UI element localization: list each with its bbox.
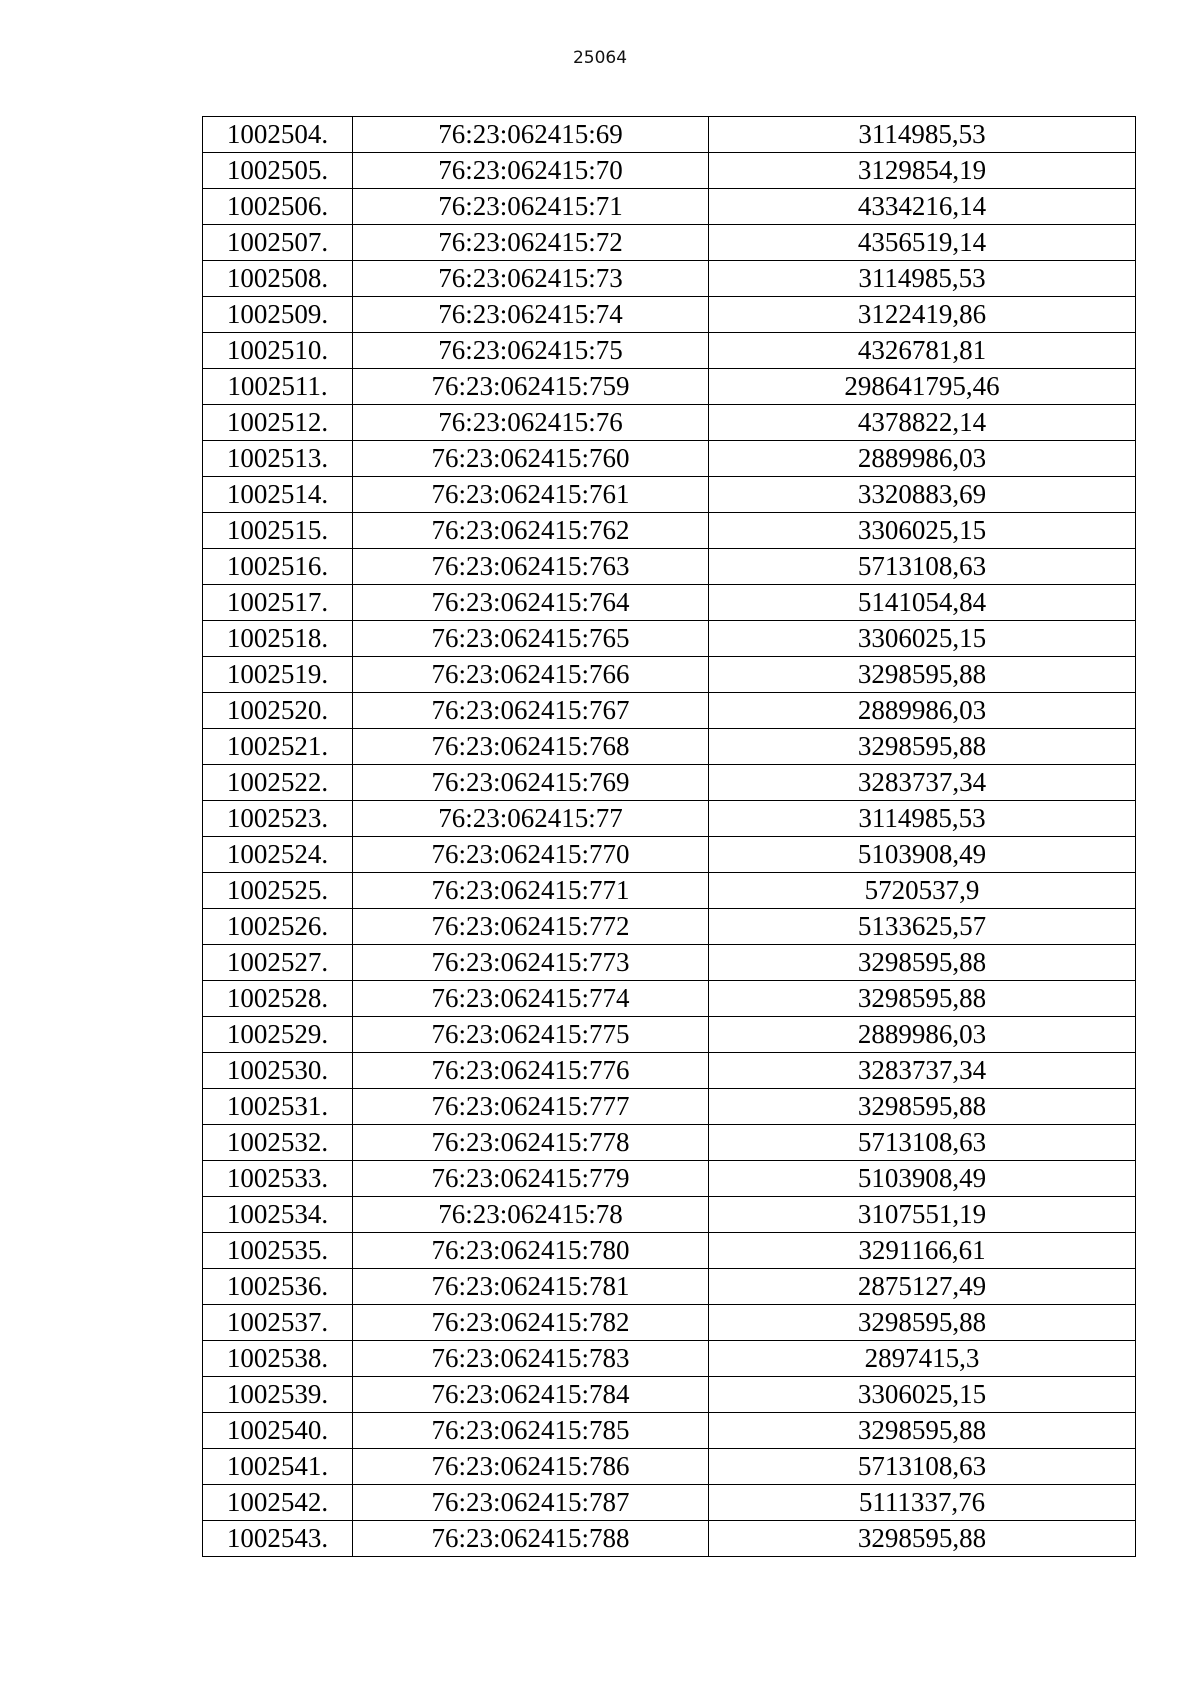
- cadastral-number-cell: 76:23:062415:774: [353, 981, 709, 1017]
- row-number-cell: 1002519.: [203, 657, 353, 693]
- row-number-cell: 1002528.: [203, 981, 353, 1017]
- cadastral-value-cell: 5720537,9: [709, 873, 1136, 909]
- cadastral-value-cell: 3298595,88: [709, 1521, 1136, 1557]
- row-number-cell: 1002513.: [203, 441, 353, 477]
- cadastral-value-cell: 2889986,03: [709, 441, 1136, 477]
- row-number-cell: 1002504.: [203, 117, 353, 153]
- cadastral-number-cell: 76:23:062415:769: [353, 765, 709, 801]
- row-number-cell: 1002510.: [203, 333, 353, 369]
- cadastral-number-cell: 76:23:062415:785: [353, 1413, 709, 1449]
- cadastral-number-cell: 76:23:062415:765: [353, 621, 709, 657]
- row-number-cell: 1002535.: [203, 1233, 353, 1269]
- row-number-cell: 1002523.: [203, 801, 353, 837]
- row-number-cell: 1002520.: [203, 693, 353, 729]
- table-row: [203, 801, 1136, 837]
- cadastral-number-cell: 76:23:062415:772: [353, 909, 709, 945]
- table-row: [203, 1521, 1136, 1557]
- table-row: [203, 261, 1136, 297]
- cadastral-value-cell: 3298595,88: [709, 729, 1136, 765]
- cadastral-value-cell: 3114985,53: [709, 117, 1136, 153]
- table-row: [203, 585, 1136, 621]
- row-number-cell: 1002531.: [203, 1089, 353, 1125]
- row-number-cell: 1002509.: [203, 297, 353, 333]
- cadastral-number-cell: 76:23:062415:73: [353, 261, 709, 297]
- cadastral-value-cell: 2889986,03: [709, 1017, 1136, 1053]
- cadastral-value-cell: 3306025,15: [709, 513, 1136, 549]
- cadastral-number-cell: 76:23:062415:781: [353, 1269, 709, 1305]
- cadastral-value-cell: 3114985,53: [709, 801, 1136, 837]
- cadastral-value-cell: 5713108,63: [709, 1449, 1136, 1485]
- cadastral-value-table: [202, 116, 1136, 1557]
- cadastral-number-cell: 76:23:062415:763: [353, 549, 709, 585]
- table-row: [203, 693, 1136, 729]
- cadastral-number-cell: 76:23:062415:764: [353, 585, 709, 621]
- cadastral-value-cell: 3122419,86: [709, 297, 1136, 333]
- table-body: [203, 117, 1136, 1557]
- table-row: [203, 981, 1136, 1017]
- cadastral-number-cell: 76:23:062415:75: [353, 333, 709, 369]
- row-number-cell: 1002525.: [203, 873, 353, 909]
- cadastral-number-cell: 76:23:062415:770: [353, 837, 709, 873]
- cadastral-number-cell: 76:23:062415:71: [353, 189, 709, 225]
- cadastral-value-cell: 3283737,34: [709, 765, 1136, 801]
- row-number-cell: 1002516.: [203, 549, 353, 585]
- cadastral-value-cell: 3114985,53: [709, 261, 1136, 297]
- table-row: [203, 1197, 1136, 1233]
- cadastral-number-cell: 76:23:062415:767: [353, 693, 709, 729]
- row-number-cell: 1002541.: [203, 1449, 353, 1485]
- cadastral-number-cell: 76:23:062415:788: [353, 1521, 709, 1557]
- cadastral-value-cell: 3298595,88: [709, 1305, 1136, 1341]
- row-number-cell: 1002518.: [203, 621, 353, 657]
- cadastral-number-cell: 76:23:062415:761: [353, 477, 709, 513]
- row-number-cell: 1002521.: [203, 729, 353, 765]
- row-number-cell: 1002532.: [203, 1125, 353, 1161]
- table-row: [203, 1305, 1136, 1341]
- cadastral-value-cell: 3320883,69: [709, 477, 1136, 513]
- table-row: [203, 945, 1136, 981]
- cadastral-value-cell: 5103908,49: [709, 837, 1136, 873]
- row-number-cell: 1002539.: [203, 1377, 353, 1413]
- cadastral-value-cell: 5103908,49: [709, 1161, 1136, 1197]
- cadastral-value-cell: 3306025,15: [709, 1377, 1136, 1413]
- table-row: [203, 1269, 1136, 1305]
- cadastral-number-cell: 76:23:062415:760: [353, 441, 709, 477]
- cadastral-number-cell: 76:23:062415:759: [353, 369, 709, 405]
- cadastral-number-cell: 76:23:062415:766: [353, 657, 709, 693]
- table-row: [203, 1341, 1136, 1377]
- row-number-cell: 1002505.: [203, 153, 353, 189]
- table-row: [203, 441, 1136, 477]
- cadastral-number-cell: 76:23:062415:776: [353, 1053, 709, 1089]
- table-row: [203, 909, 1136, 945]
- cadastral-number-cell: 76:23:062415:782: [353, 1305, 709, 1341]
- table-row: [203, 1485, 1136, 1521]
- cadastral-number-cell: 76:23:062415:76: [353, 405, 709, 441]
- cadastral-number-cell: 76:23:062415:69: [353, 117, 709, 153]
- row-number-cell: 1002527.: [203, 945, 353, 981]
- cadastral-value-cell: 5141054,84: [709, 585, 1136, 621]
- cadastral-value-cell: 5713108,63: [709, 1125, 1136, 1161]
- table-row: [203, 1053, 1136, 1089]
- cadastral-value-cell: 3298595,88: [709, 1413, 1136, 1449]
- row-number-cell: 1002508.: [203, 261, 353, 297]
- table-row: [203, 1161, 1136, 1197]
- cadastral-value-cell: 4356519,14: [709, 225, 1136, 261]
- table-row: [203, 657, 1136, 693]
- cadastral-value-cell: 4334216,14: [709, 189, 1136, 225]
- row-number-cell: 1002522.: [203, 765, 353, 801]
- row-number-cell: 1002514.: [203, 477, 353, 513]
- cadastral-value-cell: 3298595,88: [709, 1089, 1136, 1125]
- cadastral-number-cell: 76:23:062415:783: [353, 1341, 709, 1377]
- table-row: [203, 765, 1136, 801]
- row-number-cell: 1002517.: [203, 585, 353, 621]
- cadastral-value-cell: 2875127,49: [709, 1269, 1136, 1305]
- table-row: [203, 189, 1136, 225]
- row-number-cell: 1002540.: [203, 1413, 353, 1449]
- cadastral-value-cell: 3283737,34: [709, 1053, 1136, 1089]
- cadastral-value-cell: 4378822,14: [709, 405, 1136, 441]
- table-row: [203, 1125, 1136, 1161]
- row-number-cell: 1002533.: [203, 1161, 353, 1197]
- cadastral-value-cell: 3291166,61: [709, 1233, 1136, 1269]
- table-row: [203, 837, 1136, 873]
- row-number-cell: 1002529.: [203, 1017, 353, 1053]
- cadastral-number-cell: 76:23:062415:72: [353, 225, 709, 261]
- cadastral-value-cell: 298641795,46: [709, 369, 1136, 405]
- cadastral-number-cell: 76:23:062415:777: [353, 1089, 709, 1125]
- row-number-cell: 1002542.: [203, 1485, 353, 1521]
- table-row: [203, 513, 1136, 549]
- row-number-cell: 1002506.: [203, 189, 353, 225]
- cadastral-number-cell: 76:23:062415:78: [353, 1197, 709, 1233]
- row-number-cell: 1002515.: [203, 513, 353, 549]
- cadastral-value-cell: 2889986,03: [709, 693, 1136, 729]
- cadastral-value-cell: 5133625,57: [709, 909, 1136, 945]
- table-row: [203, 729, 1136, 765]
- cadastral-value-cell: 5111337,76: [709, 1485, 1136, 1521]
- cadastral-number-cell: 76:23:062415:70: [353, 153, 709, 189]
- table-row: [203, 153, 1136, 189]
- table-row: [203, 621, 1136, 657]
- cadastral-number-cell: 76:23:062415:786: [353, 1449, 709, 1485]
- cadastral-value-cell: 3298595,88: [709, 657, 1136, 693]
- cadastral-number-cell: 76:23:062415:771: [353, 873, 709, 909]
- row-number-cell: 1002512.: [203, 405, 353, 441]
- row-number-cell: 1002543.: [203, 1521, 353, 1557]
- cadastral-value-cell: 3298595,88: [709, 981, 1136, 1017]
- table-row: [203, 1089, 1136, 1125]
- cadastral-value-cell: 2897415,3: [709, 1341, 1136, 1377]
- cadastral-number-cell: 76:23:062415:74: [353, 297, 709, 333]
- row-number-cell: 1002538.: [203, 1341, 353, 1377]
- cadastral-number-cell: 76:23:062415:787: [353, 1485, 709, 1521]
- cadastral-number-cell: 76:23:062415:768: [353, 729, 709, 765]
- cadastral-value-cell: 4326781,81: [709, 333, 1136, 369]
- cadastral-number-cell: 76:23:062415:784: [353, 1377, 709, 1413]
- table-row: [203, 1413, 1136, 1449]
- table-row: [203, 405, 1136, 441]
- table-row: [203, 225, 1136, 261]
- cadastral-number-cell: 76:23:062415:775: [353, 1017, 709, 1053]
- row-number-cell: 1002536.: [203, 1269, 353, 1305]
- row-number-cell: 1002524.: [203, 837, 353, 873]
- table-row: [203, 549, 1136, 585]
- cadastral-value-cell: 3298595,88: [709, 945, 1136, 981]
- table-row: [203, 333, 1136, 369]
- table-row: [203, 1017, 1136, 1053]
- row-number-cell: 1002534.: [203, 1197, 353, 1233]
- table-row: [203, 1233, 1136, 1269]
- row-number-cell: 1002537.: [203, 1305, 353, 1341]
- cadastral-number-cell: 76:23:062415:773: [353, 945, 709, 981]
- table-row: [203, 873, 1136, 909]
- cadastral-value-cell: 5713108,63: [709, 549, 1136, 585]
- table-row: [203, 1377, 1136, 1413]
- cadastral-value-cell: 3306025,15: [709, 621, 1136, 657]
- table-row: [203, 117, 1136, 153]
- row-number-cell: 1002511.: [203, 369, 353, 405]
- row-number-cell: 1002530.: [203, 1053, 353, 1089]
- row-number-cell: 1002507.: [203, 225, 353, 261]
- cadastral-number-cell: 76:23:062415:762: [353, 513, 709, 549]
- table-row: [203, 369, 1136, 405]
- row-number-cell: 1002526.: [203, 909, 353, 945]
- table-row: [203, 297, 1136, 333]
- table-row: [203, 477, 1136, 513]
- cadastral-number-cell: 76:23:062415:778: [353, 1125, 709, 1161]
- cadastral-number-cell: 76:23:062415:779: [353, 1161, 709, 1197]
- cadastral-number-cell: 76:23:062415:780: [353, 1233, 709, 1269]
- cadastral-number-cell: 76:23:062415:77: [353, 801, 709, 837]
- page-number: 25064: [572, 48, 628, 68]
- cadastral-value-cell: 3107551,19: [709, 1197, 1136, 1233]
- cadastral-value-cell: 3129854,19: [709, 153, 1136, 189]
- table-row: [203, 1449, 1136, 1485]
